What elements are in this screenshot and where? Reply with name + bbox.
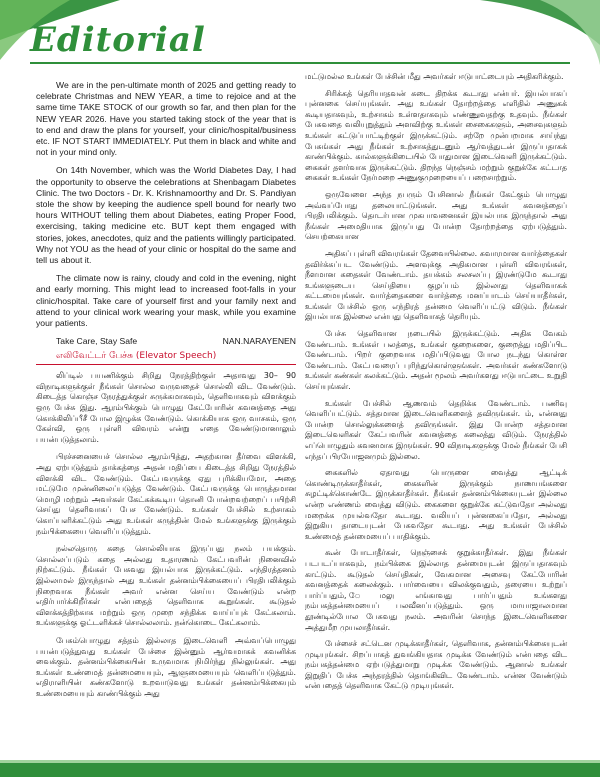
tamil-paragraph-13: பேச்சைச் சட்டென முடிக்காதீர்கள், தெளிவாக, தன்னம்பிக்கையுடன் முடியுங்கள். சிறப்பாகத் துவங்கியதாக முடிக்க வேண்டும் என்பதை விட நம்பகத்தன்மை ஏற்படுத்துமாறு முடிக்க வேண்டும். ஆனால் உங்கள் இறுதிப் பேச்சு அந்தரத்தில் தொங்கிவிட வேண்டாம். என்ன வேண்டும் என்பதைத் தெளிவாக கேட்டு முடியுங்கள். <box>305 639 567 691</box>
right-column <box>305 72 567 698</box>
tamil-paragraph-1: லிப்டில் பயணிக்கும் சிறிது நேரத்திற்குள் அதாவது 30– 90 விநாடிகளுக்குள் நீங்கள் சொல்ல வருவதைச் சொல்லி விட வேண்டும். கிடைத்த கொஞ்ச நேரத்துக்குள் சுருக்கமாகவும், தெளிவாகவும் விளக்கும் ஒரு பேச்சு இது. ஆரம்பிக்கும் பொழுது கேட்போரின் கவனத்தை அது கொக்கிலிப்பீசீ போல இழுக்க வேண்டும். கொக்கியாக ஒரு வாசகம், ஒரு கேள்வி, ஒரு புள்ளி விவரம் என்று எதை வேண்டுமானாலும் பயன்படுத்தலாம். <box>36 371 296 444</box>
tamil-paragraph-2: பிரச்சனையைச் சொல்ல ஆரம்பித்து, அதற்கான தீர்வை விளக்கி, அது ஏற்படுத்தும் தாக்கத்தை அதன் மதிப்பை கிடைத்த சிறிது நேரத்தில் விளக்கி விட வேண்டும். கேட்பவருக்கு ஏது புரிக்கியமோ, அதை மட்டுமே முன்னிலைப்படுத்த வேண்டும். கேட்பவருக்கு பொருத்தமான மொழி மற்றும் அவர்கள் கேட்கக்கூடிய தொனி போன்றவற்றைப் பயிற்சி செய்து தெளிவாகப் பேச வேண்டும். உங்கள் பேச்சில் உற்சாகம் கொப்பளிக்கட்டும் அது உங்கள் கருத்தின் மேல் உங்களுக்கு இருக்கும் நம்பிக்கையை வெளிப்படுத்தும். <box>36 452 296 536</box>
editorial-paragraph-1: We are in the pen-ultimate month of 2025 and getting ready to celebrate Christmas and NEW YEAR, a time to rejoice and at the same time TAKE STOCK of our growth so far, and then plan for the NEW YEAR 2026. Have you started taking stock of the year that is to end and draw the plans for yourself, your clinic/hospital/business etc. IF NOT START IMMEDIATELY. Put them in black and white and not in your mind only. <box>36 80 296 158</box>
sign-off-row <box>36 336 296 347</box>
editorial-paragraph-2: On 14th November, which was the World Diabetes Day, I had the opportunity to observe the celebrations at Shenbagam Diabetes Clinic. The two Doctors - Dr. K. Krishnamoorthy and Dr. S. Pandiyan stole the show by keeping the audience spell bound for nearly two hours WITHOUT telling them about Diabetes, eating Proper Food, exercising, taking medicine etc. BUT kept them engaged with stories, jokes, anecdotes, quiz and the patients willingly participated. Why not YOU as the head of your clinic or hospital do the same and tell us about it. <box>36 165 296 266</box>
footer-green-bar <box>0 763 600 777</box>
editorial-paragraph-3: The climate now is rainy, cloudy and cold in the evening, night and early morning. This might lead to increased foot-falls in your clinic/hospital. Take care of yourself first and your family next and attend to your clinical work wearing your mask, while you examine your patients. <box>36 273 296 329</box>
tamil-paragraph-9: பேச்சு தெளிவான நடையில் இருக்கட்டும். அதிக வேகம் வேண்டாம். உங்கள் பலத்தை, உங்கள் குறைகளை, குறைத்து மதிப்பிட வேண்டாம். பிறர் குறைவாக மதிப்பிடுவது போல நடந்து கொள்ள வேண்டாம். கேட்பவரைப் புரிந்துகொள்ளுங்கள். அவர்கள் கண்களோடு உங்கள் கண்கள் கலக்கட்டும். அதன் மூலம் அவர்களது ஈடுபாட்டை உறுதி செய்யுங்கள். <box>305 329 567 392</box>
tamil-paragraph-4: பேசும்பொழுது சத்தம் இல்லாத இடைவெளி அவ்வப்பொழுது பயன்படுத்துவது உங்கள் பேச்சை இன்னும் ஆர்வமாகக் கவனிக்க வைக்கும். தன்னம்பிக்கையின் உருவமாக நிமிர்ந்து நில்லுங்கள். அது உங்கள் உண்மைத் தன்மையையும், ஆளுமையையும் வெளிப்படுத்தும். எதிராளியின் கண்களோடு உறவாடுவது உங்கள் தன்னம்பிக்கையும் உண்மையையும் காண்பிக்கும் அது <box>36 635 296 698</box>
tamil-paragraph-5: மட்டுமல்ல உங்கள் பேச்சின் மீது அவர்கள் ஈடுபாட்டையும் அதிகரிக்கும். <box>305 72 564 81</box>
tamil-paragraph-11: கைகளில் ஏதாவது பொருளை வைத்து ஆட்டிக் கொண்டிருக்காதீர்கள், கைகளின் இருக்கும் நாணயங்களை சுழட்டிக்கொண்டே இருக்காதீர்கள். நீங்கள் தன்னம்பிக்கையுடன் இல்லை என்ற எண்ணம் வைத்து விடும். கைகளை குறுக்கே கட்டுவதோ அல்லது மறைக்க முயல்வதோ கூடாது. வலியப் புன்னகைப்பதோ, அல்லது இறுகிய தாடையுடன் பேசுவதோ கூடாது. அது உங்கள் பேச்சில் உண்மைத் தன்மையைப் பாதிக்கும். <box>305 468 567 541</box>
tamil-paragraph-3: நல்லதொரு கதை சொல்லியாக இருப்பது நலம் பயக்கும். சொல்லப்படும் கதை அல்லது உதாரணம் கேட்பவரின் நினைவில் நிற்கட்டும். நீங்கள் பேசுவது இயல்பாக இருக்கட்டும். எந்திரத்தனம் இல்லாமல் இருந்தால் அது உங்கள் தன்னம்பிக்கையைப் பிரதிபலிக்கும் நிறைவாக நீங்கள் அவர் என்ன செய்ய வேண்டும் என்ற எதிர்பார்க்கிறீர்கள் என்பதைத் தெளிவாக கூறுங்கள். கூடுதல் விளக்கத்திற்காக மற்றும் ஒரு முறை சந்திக்க வாய்ப்புக் கேட்கலாம். உங்களுக்கு ஓட்டளிக்கச் சொல்லலாம். நன்கொடை கேட்கலாம். <box>36 544 296 628</box>
tamil-paragraph-12: கூன் போடாதீர்கள், நெஞ்சைக் குறுக்காதீர்கள். இது நீங்கள் படபடப்பாகவும், நம்பிக்கை இல்லாத தன்மையுடன் இருப்பதாகவும் காட்டும். கூடுதல் செய்திகள், வேகமான அசைவு கேட்போரின் கவனத்தைக் கலைக்கும். பார்வையை விலக்குவதும், தரையை உற்றுப் பார்ப்பதும், ேமலு எங்காவது பார்ப்பதும் உங்களது நம்பகத்தன்மையைப் பலவீனப்படுத்தும். ஒரு மாயாஜாலமான தூண்டில்போல பேசுவது நலம். அவரின் சொந்த இடைவெளிகளை அத்துமீற முயலாதீர்கள். <box>305 548 567 632</box>
tamil-paragraph-10: உங்கள் பேச்சில் ஆணவம் தெறிக்க வேண்டாம். பணிவு வெளிப்பட்டும். சத்தமான இடைவெளிகளைத் தவிருங்கள். ம், என்னது போன்ற சொல்லுக்களைத் தவிருங்கள். இது போன்ற சத்தமான இடைவெளிகள் கேட்பவரின் கவனத்தை கலைத்து விடும். நேரத்தில் எப்பொழுதும் கவனமாக இருங்கள். 90 விநாடிகளுக்கு மேல் நீங்கள் பேசி எந்தப் பிரயோஜனமும் இல்லை. <box>305 398 567 461</box>
tamil-paragraph-6: சிரிக்கத் தெரியாதவன் கடை திறக்க கூடாது என்பர். இயல்பாகப் புன்னகை செய்யுங்கள். அது உங்கள் தோற்றத்தை எளிதில் அணுகக் கூடியதாகவும், உற்சாகம் உள்ளதாகவும் எண்ணுவதற்கு உதவும். நீங்கள் பேசுவதை வலியுறுத்தும் அளவிற்கு உங்கள் சைகைகளும், அசைவுகளும் உங்கள் கட்டுப்பாட்டிற்குள் இருக்கட்டும். சற்றே முன்பறமாக சாய்ந்து பேசுங்கள் அது நீங்கள் உற்சாகத்துடனும் ஆர்வத்துடன் இருப்பதாகக் காண்பிக்கும். கால்களுக்கிடையில் போதுமான இடைவெளி இருக்கட்டும். கைகள் தளர்வாக இருக்கட்டும். திறந்த நெஞ்சம் மற்றும் குறுக்கே கட்டாத கைகள் உங்கள் நேர்மறை அணுகுமுறையைப் பறைசாற்றும். <box>305 88 567 183</box>
section-heading: எலிவேட்டர் பேச்சு (Elevator Speech) <box>36 351 296 365</box>
tamil-paragraph-8: அதிகப் புள்ளி விவரங்கள் தேவையில்லை. சுவாரமான வார்த்தைகள் தவிர்க்கப்பட வேண்டும். அளவுக்கு அதிகமான புள்ளி விவரங்கள், நீளமான கதைகள் வேண்டாம். தயக்கம் சலசலப்பு இரண்டுமே கூடாது உங்களுடைய செய்தியை குழப்பம் இல்லாது தெளிவாகக் கட்டமையுங்கள். வார்த்தைகளை வார்த்தை மனப்பாடம் செய்யாதீர்கள், உங்கள் பேச்சில் ஒரு எந்திரத் தன்மை வெளிப்பட்டு விடும். நீங்கள் இயல்பாக இல்லை என்பது தெளிவாகத் தெரியும். <box>305 248 567 322</box>
signature: NAN.NARAYENEN <box>222 336 296 347</box>
footer-decoration <box>0 745 600 777</box>
sign-off-text: Take Care, Stay Safe <box>56 336 138 347</box>
left-column <box>36 80 296 706</box>
tamil-paragraph-7: ஒருவேளை அந்த நபரும் பேசினால் நீங்கள் கேட்கும் பொழுது அவ்வப்போது தலையாட்டுங்கள். அது உங்கள் கவனத்தைப் பிரதிபலிக்கும். தொடர்பான முகபாவனைகள் இயல்பாக இருந்தால் அது நீங்கள் அமைதியாக இருப்பது போன்ற தோற்றத்தை ஏற்படுத்தும். செயற்கையான <box>305 189 567 242</box>
title-divider <box>30 62 570 64</box>
page-title: Editorial <box>30 20 206 60</box>
